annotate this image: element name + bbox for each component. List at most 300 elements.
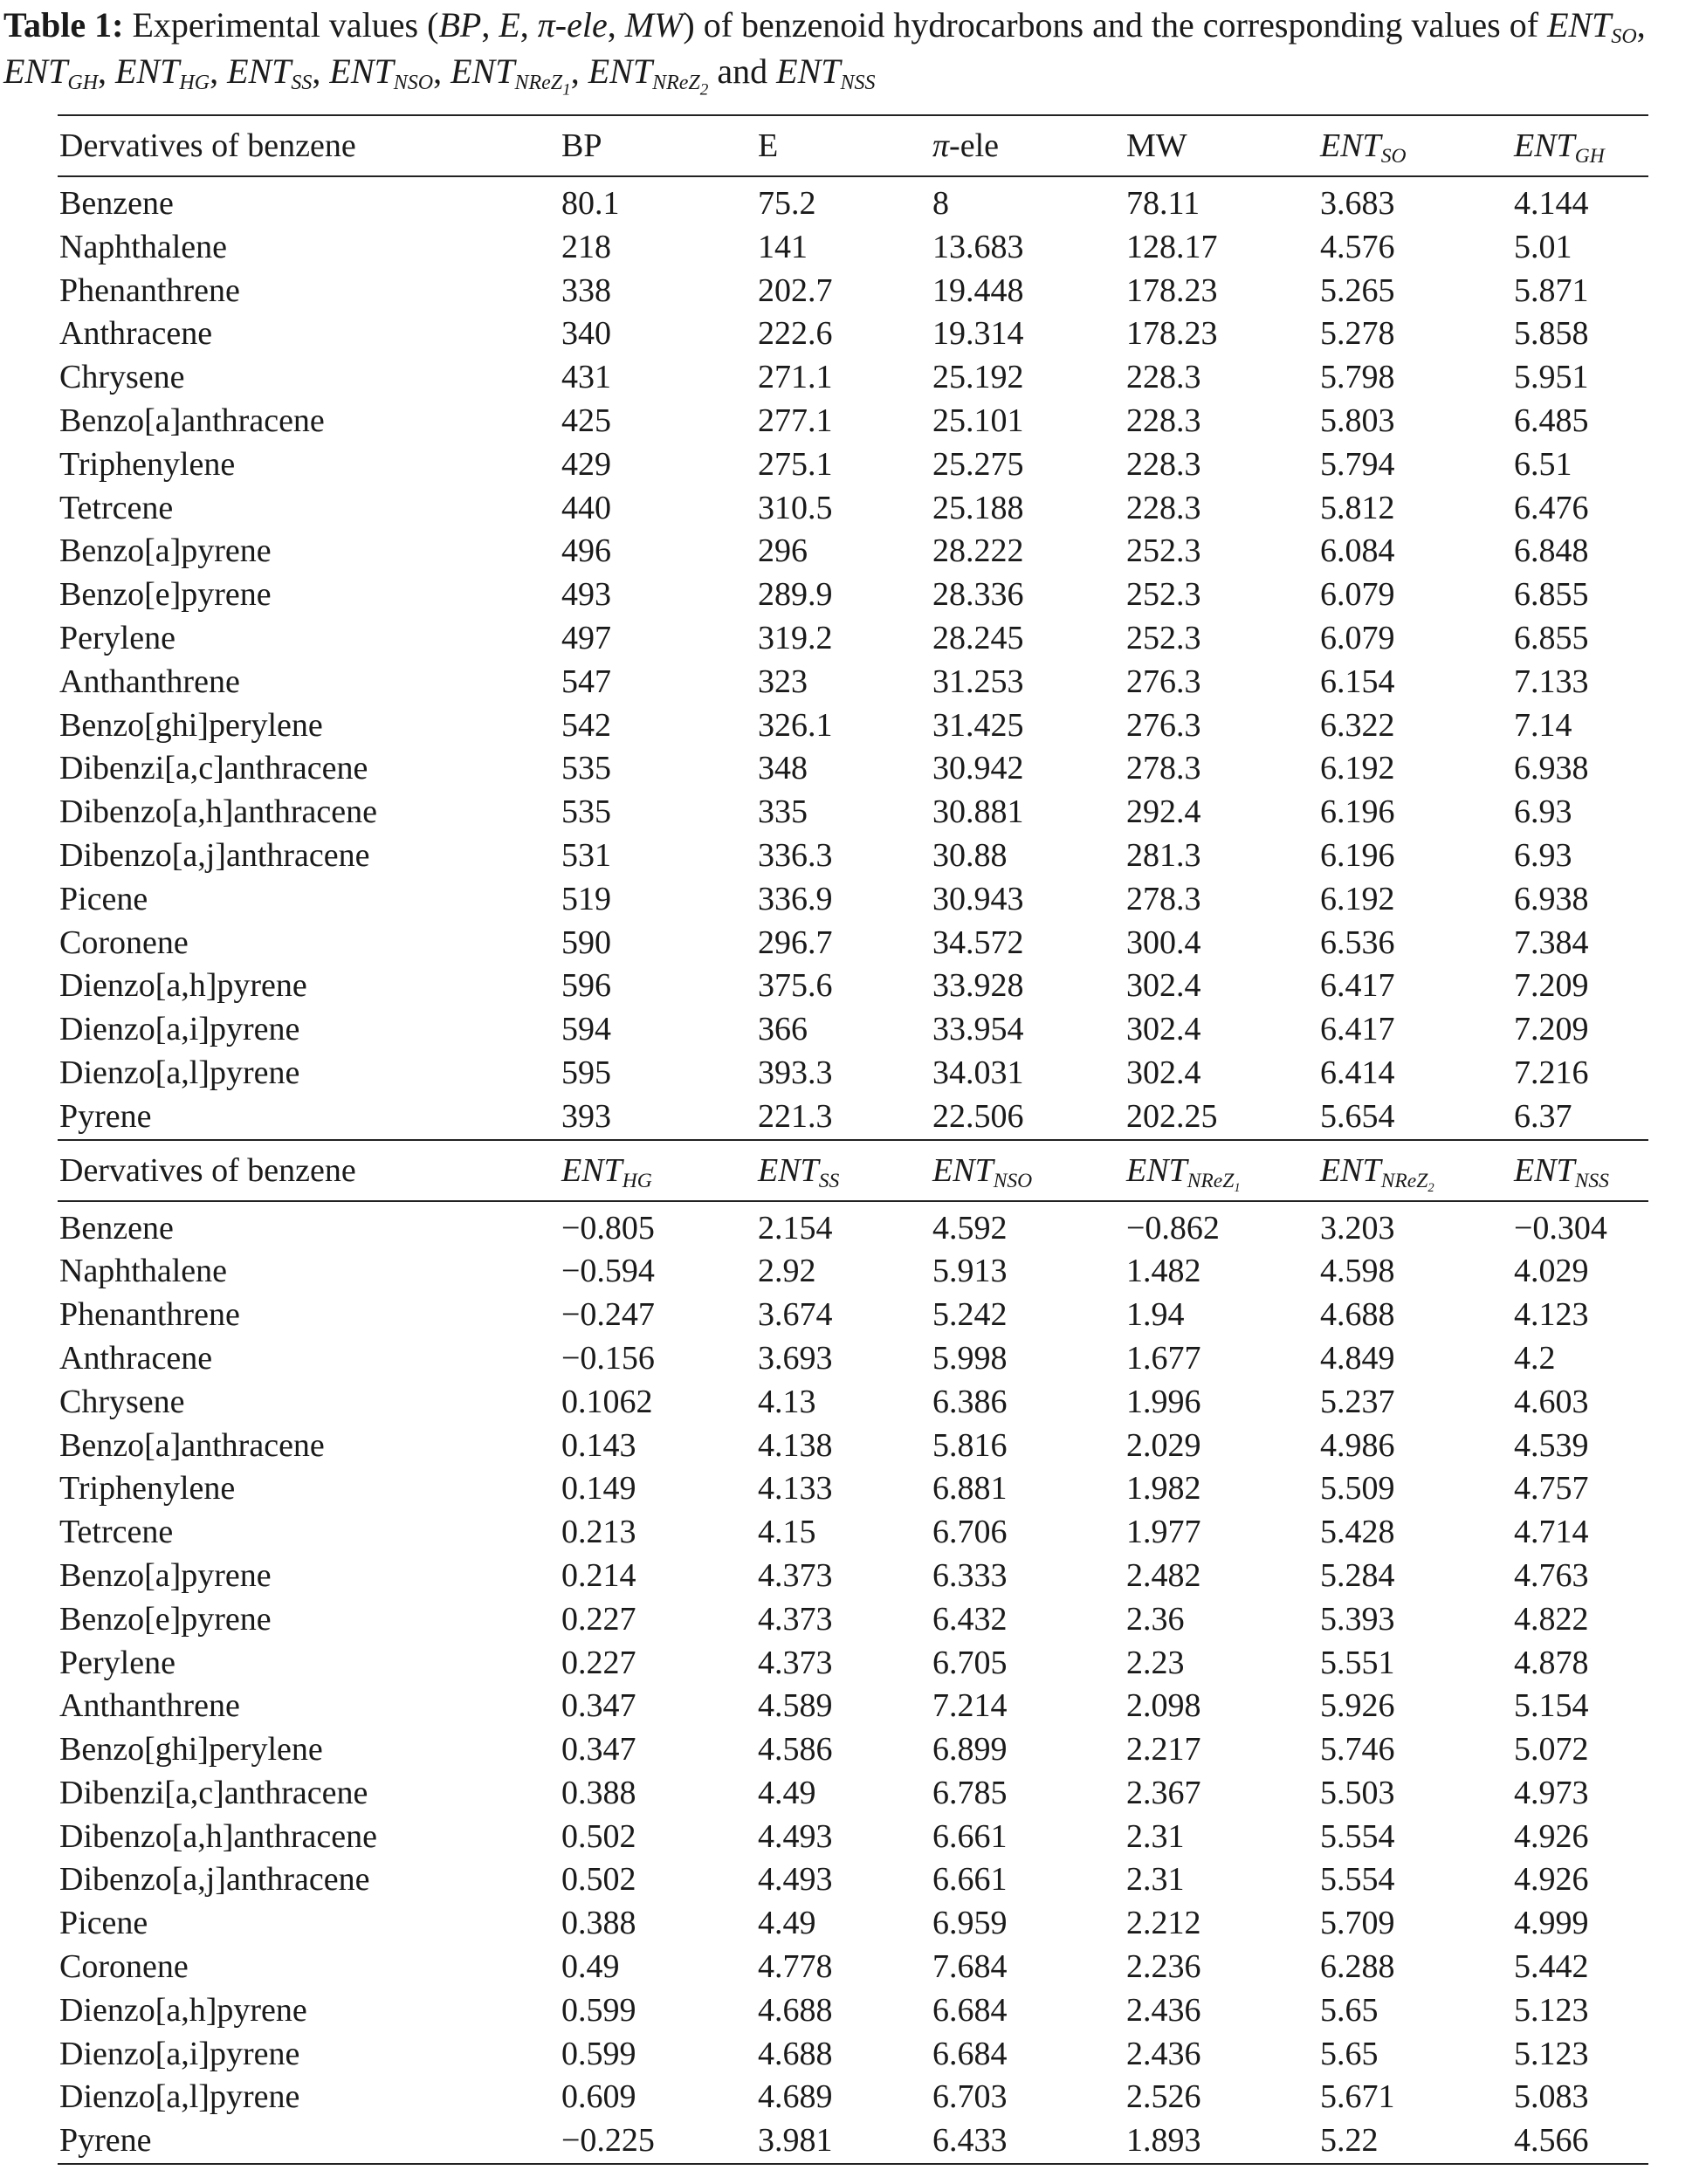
table-row xyxy=(58,1052,1648,1095)
value-cell: 0.388 xyxy=(561,1905,636,1942)
value-cell: 5.816 xyxy=(932,1426,1008,1464)
value-cell: 221.3 xyxy=(756,1095,931,1140)
value-cell: 4.566 xyxy=(1512,2119,1648,2164)
caption-ent-nso: $ENT_{NSO}$ xyxy=(329,52,434,95)
value-cell: 429 xyxy=(561,445,611,483)
value-cell: 34.572 xyxy=(932,924,1024,961)
compound-name-cell: Tetrcene xyxy=(59,1514,174,1551)
value-cell: 6.536 xyxy=(1320,924,1395,961)
table-row xyxy=(58,617,1648,661)
data-table-container xyxy=(58,114,1648,2165)
value-cell: 252.3 xyxy=(1126,619,1201,656)
value-cell: 5.65 xyxy=(1320,1991,1379,2029)
value-cell: 7.214 xyxy=(932,1687,1008,1725)
value-cell: 4.123 xyxy=(1514,1296,1589,1334)
value-cell: 5.393 xyxy=(1320,1600,1395,1638)
compound-name-cell: Perylene xyxy=(59,619,175,656)
value-cell: 4.589 xyxy=(758,1687,833,1725)
value-cell: 3.203 xyxy=(1320,1209,1395,1247)
value-cell: −0.805 xyxy=(561,1209,655,1247)
value-cell: 348 xyxy=(758,750,808,787)
table-row xyxy=(58,1946,1648,1989)
value-cell: 2.436 xyxy=(1126,1991,1201,2029)
compound-name-cell: Benzo[ghi]perylene xyxy=(59,1731,323,1768)
value-cell: 5.442 xyxy=(1514,1948,1589,1986)
table-row xyxy=(58,878,1648,922)
value-cell: 6.333 xyxy=(932,1556,1008,1594)
value-cell: 6.084 xyxy=(1320,532,1395,570)
value-cell: 5.554 xyxy=(1320,1817,1395,1855)
value-cell: 5.083 xyxy=(1514,2078,1589,2116)
value-cell: 6.848 xyxy=(1514,532,1589,570)
caption-sep: , xyxy=(481,5,499,45)
value-cell: 1.893 xyxy=(1125,2119,1318,2164)
value-cell: 542 xyxy=(561,706,611,744)
value-cell: 7.209 xyxy=(1514,1011,1589,1048)
compound-name-cell: Picene xyxy=(59,880,148,917)
value-cell: 28.222 xyxy=(932,532,1024,570)
value-cell: 4.373 xyxy=(758,1556,833,1594)
caption-ent-nrez1: $ENT_{NReZ_1}$ xyxy=(451,52,571,100)
value-cell: 252.3 xyxy=(1126,576,1201,614)
value-cell: 4.688 xyxy=(758,1991,833,2029)
compound-name-cell: Tetrcene xyxy=(59,489,174,526)
value-cell: 4.986 xyxy=(1320,1426,1395,1464)
value-cell: 6.855 xyxy=(1514,576,1589,614)
value-cell: 78.11 xyxy=(1126,185,1200,222)
caption-sep: , xyxy=(607,5,625,45)
value-cell: 271.1 xyxy=(758,359,833,396)
table-row xyxy=(58,834,1648,878)
value-cell: 4.373 xyxy=(758,1600,833,1638)
value-cell: 6.93 xyxy=(1514,836,1572,874)
value-cell: 6.684 xyxy=(932,2035,1008,2072)
compound-name-cell: Naphthalene xyxy=(59,228,228,265)
data-table xyxy=(58,114,1648,2165)
value-cell: 30.881 xyxy=(932,793,1024,831)
value-cell: 440 xyxy=(561,489,611,526)
value-cell: −0.247 xyxy=(561,1296,655,1334)
value-cell: 2.482 xyxy=(1126,1556,1201,1594)
value-cell: 5.709 xyxy=(1320,1905,1395,1942)
value-cell: 496 xyxy=(561,532,611,570)
value-cell: 5.794 xyxy=(1320,445,1395,483)
value-cell: 0.213 xyxy=(561,1514,636,1551)
value-cell: 4.539 xyxy=(1514,1426,1589,1464)
value-cell: 6.322 xyxy=(1320,706,1395,744)
caption-sep: , xyxy=(519,5,538,45)
value-cell: 5.871 xyxy=(1514,271,1589,309)
value-cell: 547 xyxy=(561,663,611,700)
value-cell: 0.609 xyxy=(561,2078,636,2116)
value-cell: 202.7 xyxy=(758,271,833,309)
caption-text: Experimental values ( xyxy=(123,5,439,45)
value-cell: 275.1 xyxy=(758,445,833,483)
compound-name-cell: Benzo[a]anthracene xyxy=(59,1426,325,1464)
value-cell: 0.149 xyxy=(561,1470,636,1508)
compound-name-cell: Benzo[ghi]perylene xyxy=(59,706,323,744)
value-cell: 4.999 xyxy=(1514,1905,1589,1942)
value-cell: 4.138 xyxy=(758,1426,833,1464)
value-cell: 6.706 xyxy=(932,1514,1008,1551)
table-row xyxy=(58,226,1648,270)
value-cell: 6.417 xyxy=(1320,1011,1395,1048)
value-cell: 0.49 xyxy=(561,1948,620,1986)
value-cell: 6.433 xyxy=(931,2119,1125,2164)
compound-name-cell: Phenanthrene xyxy=(59,271,240,309)
value-cell: 7.216 xyxy=(1514,1054,1589,1091)
value-cell: 4.2 xyxy=(1514,1339,1556,1377)
value-cell: 375.6 xyxy=(758,967,833,1005)
value-cell: 595 xyxy=(561,1054,611,1091)
value-cell: 6.432 xyxy=(932,1600,1008,1638)
caption-ent-gh: $ENT_{GH}$ xyxy=(3,52,99,95)
col-header-name: Dervatives of benzene xyxy=(58,115,560,176)
value-cell: 2.212 xyxy=(1126,1905,1201,1942)
compound-name-cell: Phenanthrene xyxy=(59,1296,240,1334)
compound-name-cell: Pyrene xyxy=(58,1095,560,1140)
compound-name-cell: Benzo[a]anthracene xyxy=(59,402,325,439)
value-cell: 5.123 xyxy=(1514,2035,1589,2072)
value-cell: 4.757 xyxy=(1514,1470,1589,1508)
value-cell: 340 xyxy=(561,315,611,353)
table2-body xyxy=(58,1140,1648,2165)
value-cell: 5.284 xyxy=(1320,1556,1395,1594)
value-cell: 4.133 xyxy=(758,1470,833,1508)
table-caption xyxy=(3,2,1703,100)
table-row xyxy=(58,661,1648,704)
table-row xyxy=(58,1095,1648,1140)
caption-text: ) of benzenoid hydrocarbons and the corresponding values of xyxy=(683,5,1548,45)
value-cell: 5.998 xyxy=(932,1339,1008,1377)
value-cell: 202.25 xyxy=(1125,1095,1318,1140)
value-cell: 4.576 xyxy=(1320,228,1395,265)
col-header-ent-ss: $ENT_{SS}$ xyxy=(756,1140,931,1201)
caption-ent-nrez2: $ENT_{NReZ_2}$ xyxy=(588,52,709,100)
value-cell: 319.2 xyxy=(758,619,833,656)
value-cell: 2.23 xyxy=(1126,1644,1185,1681)
value-cell: 4.688 xyxy=(1320,1296,1395,1334)
table-row xyxy=(58,1381,1648,1425)
col-header-name: Dervatives of benzene xyxy=(58,1140,560,1201)
value-cell: 594 xyxy=(561,1011,611,1048)
value-cell: 4.926 xyxy=(1514,1861,1589,1899)
value-cell: 4.714 xyxy=(1514,1514,1589,1551)
value-cell: 5.551 xyxy=(1320,1644,1395,1681)
value-cell: 2.367 xyxy=(1126,1774,1201,1811)
col-header-ent-nrez1: $ENT_{NReZ_1}$ xyxy=(1125,1140,1318,1201)
value-cell: 4.029 xyxy=(1514,1253,1589,1290)
table-row xyxy=(58,1425,1648,1468)
table-row xyxy=(58,356,1648,400)
value-cell: 22.506 xyxy=(931,1095,1125,1140)
value-cell: 493 xyxy=(561,576,611,614)
value-cell: 4.493 xyxy=(758,1817,833,1855)
value-cell: 302.4 xyxy=(1126,967,1201,1005)
value-cell: 366 xyxy=(758,1011,808,1048)
table-row xyxy=(58,1728,1648,1772)
value-cell: 6.93 xyxy=(1514,793,1572,831)
value-cell: 6.51 xyxy=(1514,445,1572,483)
compound-name-cell: Anthanthrene xyxy=(59,663,240,700)
value-cell: 6.785 xyxy=(932,1774,1008,1811)
table1-header-row xyxy=(58,115,1648,176)
value-cell: 28.245 xyxy=(932,619,1024,656)
value-cell: 1.482 xyxy=(1126,1253,1201,1290)
value-cell: 7.209 xyxy=(1514,967,1589,1005)
value-cell: 6.196 xyxy=(1320,793,1395,831)
compound-name-cell: Picene xyxy=(59,1905,148,1942)
col-header-ent-nrez2: $ENT_{NReZ_2}$ xyxy=(1318,1140,1512,1201)
value-cell: 25.192 xyxy=(932,359,1024,396)
value-cell: 4.763 xyxy=(1514,1556,1589,1594)
value-cell: 425 xyxy=(561,402,611,439)
compound-name-cell: Benzene xyxy=(59,1209,174,1247)
value-cell: 1.996 xyxy=(1126,1383,1201,1420)
value-cell: 5.072 xyxy=(1514,1731,1589,1768)
value-cell: 4.586 xyxy=(758,1731,833,1768)
caption-var-e: E xyxy=(499,5,520,45)
table-row xyxy=(58,1337,1648,1381)
value-cell: 393 xyxy=(560,1095,756,1140)
value-cell: 335 xyxy=(758,793,808,831)
table-row xyxy=(58,747,1648,791)
compound-name-cell: Dibenzo[a,h]anthracene xyxy=(59,793,377,831)
value-cell: 7.384 xyxy=(1514,924,1589,961)
table-row xyxy=(58,530,1648,573)
value-cell: 5.503 xyxy=(1320,1774,1395,1811)
compound-name-cell: Dienzo[a,h]pyrene xyxy=(59,1991,307,2029)
compound-name-cell: Benzo[e]pyrene xyxy=(59,576,272,614)
value-cell: 2.31 xyxy=(1126,1817,1185,1855)
caption-sep: , xyxy=(433,52,451,91)
value-cell: 31.425 xyxy=(932,706,1024,744)
value-cell: 2.92 xyxy=(758,1253,816,1290)
col-header-ent-gh: $ENT_{GH}$ xyxy=(1512,115,1648,176)
table-row xyxy=(58,1902,1648,1946)
caption-ent-nss: $ENT_{NSS}$ xyxy=(776,52,876,95)
value-cell: 277.1 xyxy=(758,402,833,439)
value-cell: 5.01 xyxy=(1514,228,1572,265)
value-cell: 4.689 xyxy=(758,2078,833,2116)
caption-var-mw: MW xyxy=(624,5,684,45)
value-cell: 323 xyxy=(758,663,808,700)
table-row xyxy=(58,1294,1648,1337)
table-row xyxy=(58,2033,1648,2077)
table-row xyxy=(58,176,1648,226)
value-cell: 0.347 xyxy=(561,1687,636,1725)
compound-name-cell: Anthracene xyxy=(59,1339,213,1377)
value-cell: 4.603 xyxy=(1514,1383,1589,1420)
value-cell: 5.798 xyxy=(1320,359,1395,396)
value-cell: 2.154 xyxy=(758,1209,833,1247)
col-header-ent-hg: $ENT_{HG}$ xyxy=(560,1140,756,1201)
value-cell: 4.373 xyxy=(758,1644,833,1681)
value-cell: 300.4 xyxy=(1126,924,1201,961)
value-cell: 5.803 xyxy=(1320,402,1395,439)
value-cell: 6.959 xyxy=(932,1905,1008,1942)
value-cell: 6.417 xyxy=(1320,967,1395,1005)
value-cell: 218 xyxy=(561,228,611,265)
value-cell: 6.196 xyxy=(1320,836,1395,874)
value-cell: 2.436 xyxy=(1126,2035,1201,2072)
compound-name-cell: Dibenzi[a,c]anthracene xyxy=(59,750,368,787)
value-cell: 19.448 xyxy=(932,271,1024,309)
caption-sep: , xyxy=(312,52,330,91)
table-row xyxy=(58,791,1648,834)
value-cell: 336.3 xyxy=(758,836,833,874)
col-header-ent-nso: $ENT_{NSO}$ xyxy=(931,1140,1125,1201)
compound-name-cell: Triphenylene xyxy=(59,1470,236,1508)
table-row xyxy=(58,922,1648,965)
value-cell: 5.428 xyxy=(1320,1514,1395,1551)
value-cell: 4.778 xyxy=(758,1948,833,1986)
value-cell: 25.275 xyxy=(932,445,1024,483)
value-cell: 3.683 xyxy=(1320,185,1395,222)
compound-name-cell: Coronene xyxy=(59,1948,189,1986)
value-cell: 7.14 xyxy=(1514,706,1572,744)
caption-sep: , xyxy=(98,52,116,91)
table2-header-row xyxy=(58,1140,1648,1201)
compound-name-cell: Dibenzo[a,j]anthracene xyxy=(59,1861,370,1899)
value-cell: 5.65 xyxy=(1320,2035,1379,2072)
compound-name-cell: Triphenylene xyxy=(59,445,236,483)
compound-name-cell: Benzo[e]pyrene xyxy=(59,1600,272,1638)
value-cell: 4.592 xyxy=(932,1209,1008,1247)
value-cell: 497 xyxy=(561,619,611,656)
value-cell: 336.9 xyxy=(758,880,833,917)
value-cell: 4.493 xyxy=(758,1861,833,1899)
value-cell: 228.3 xyxy=(1126,402,1201,439)
value-cell: 535 xyxy=(561,750,611,787)
value-cell: 296 xyxy=(758,532,808,570)
value-cell: 302.4 xyxy=(1126,1054,1201,1091)
compound-name-cell: Dienzo[a,h]pyrene xyxy=(59,967,307,1005)
value-cell: 6.938 xyxy=(1514,880,1589,917)
caption-sep: , xyxy=(210,52,228,91)
value-cell: 276.3 xyxy=(1126,706,1201,744)
value-cell: 4.49 xyxy=(758,1774,816,1811)
compound-name-cell: Dibenzo[a,j]anthracene xyxy=(59,836,370,874)
value-cell: 7.133 xyxy=(1514,663,1589,700)
value-cell: 1.94 xyxy=(1126,1296,1185,1334)
value-cell: 4.878 xyxy=(1514,1644,1589,1681)
table-row xyxy=(58,1685,1648,1728)
compound-name-cell: Dienzo[a,i]pyrene xyxy=(59,1011,300,1048)
table-row xyxy=(58,1772,1648,1816)
value-cell: −0.156 xyxy=(561,1339,655,1377)
compound-name-cell: Dienzo[a,i]pyrene xyxy=(59,2035,300,2072)
value-cell: 0.599 xyxy=(561,1991,636,2029)
compound-name-cell: Perylene xyxy=(59,1644,175,1681)
compound-name-cell: Coronene xyxy=(59,924,189,961)
value-cell: 2.36 xyxy=(1126,1600,1185,1638)
compound-name-cell: Anthanthrene xyxy=(59,1687,240,1725)
value-cell: 6.485 xyxy=(1514,402,1589,439)
col-header-e: E xyxy=(756,115,931,176)
value-cell: 7.684 xyxy=(932,1948,1008,1986)
value-cell: 30.88 xyxy=(932,836,1008,874)
value-cell: 4.144 xyxy=(1514,185,1589,222)
table-row xyxy=(58,1250,1648,1294)
table-row xyxy=(58,1598,1648,1642)
value-cell: 6.476 xyxy=(1514,489,1589,526)
value-cell: 596 xyxy=(561,967,611,1005)
value-cell: 0.1062 xyxy=(561,1383,653,1420)
table-row xyxy=(58,1008,1648,1052)
value-cell: 2.217 xyxy=(1126,1731,1201,1768)
value-cell: 0.502 xyxy=(561,1817,636,1855)
value-cell: 0.502 xyxy=(561,1861,636,1899)
value-cell: 228.3 xyxy=(1126,445,1201,483)
value-cell: −0.862 xyxy=(1126,1209,1220,1247)
value-cell: 431 xyxy=(561,359,611,396)
value-cell: 6.079 xyxy=(1320,576,1395,614)
value-cell: 4.926 xyxy=(1514,1817,1589,1855)
table-row xyxy=(58,270,1648,313)
value-cell: 2.029 xyxy=(1126,1426,1201,1464)
value-cell: 5.654 xyxy=(1318,1095,1512,1140)
value-cell: 0.214 xyxy=(561,1556,636,1594)
table-row xyxy=(58,704,1648,748)
col-header-ent-so: $ENT_{SO}$ xyxy=(1318,115,1512,176)
table-row xyxy=(58,1555,1648,1598)
value-cell: 5.123 xyxy=(1514,1991,1589,2029)
value-cell: 30.942 xyxy=(932,750,1024,787)
value-cell: 289.9 xyxy=(758,576,833,614)
value-cell: 338 xyxy=(561,271,611,309)
value-cell: 278.3 xyxy=(1126,880,1201,917)
table-row xyxy=(58,487,1648,531)
table1-body xyxy=(58,115,1648,1140)
value-cell: 590 xyxy=(561,924,611,961)
value-cell: 535 xyxy=(561,793,611,831)
compound-name-cell: Pyrene xyxy=(58,2119,560,2164)
value-cell: 0.227 xyxy=(561,1644,636,1681)
value-cell: 5.509 xyxy=(1320,1470,1395,1508)
table-row xyxy=(58,1201,1648,1251)
value-cell: 222.6 xyxy=(758,315,833,353)
value-cell: 4.598 xyxy=(1320,1253,1395,1290)
caption-var-bp: BP xyxy=(438,5,482,45)
value-cell: 292.4 xyxy=(1126,793,1201,831)
value-cell: 0.347 xyxy=(561,1731,636,1768)
value-cell: 19.314 xyxy=(932,315,1024,353)
value-cell: 28.336 xyxy=(932,576,1024,614)
value-cell: 6.154 xyxy=(1320,663,1395,700)
compound-name-cell: Dibenzi[a,c]anthracene xyxy=(59,1774,368,1811)
compound-name-cell: Benzo[a]pyrene xyxy=(59,1556,272,1594)
value-cell: 4.849 xyxy=(1320,1339,1395,1377)
value-cell: 5.671 xyxy=(1320,2078,1395,2116)
value-cell: 2.526 xyxy=(1126,2078,1201,2116)
table-row xyxy=(58,1816,1648,1859)
value-cell: 531 xyxy=(561,836,611,874)
caption-var-pi: π-ele xyxy=(537,5,608,45)
value-cell: 5.746 xyxy=(1320,1731,1395,1768)
compound-name-cell: Dienzo[a,l]pyrene xyxy=(59,1054,300,1091)
value-cell: 13.683 xyxy=(932,228,1024,265)
value-cell: 30.943 xyxy=(932,880,1024,917)
value-cell: 1.982 xyxy=(1126,1470,1201,1508)
value-cell: 5.242 xyxy=(932,1296,1008,1334)
table-row xyxy=(58,2119,1648,2164)
table-row xyxy=(58,443,1648,487)
value-cell: 281.3 xyxy=(1126,836,1201,874)
caption-label: Table 1: xyxy=(3,5,124,45)
compound-name-cell: Benzo[a]pyrene xyxy=(59,532,272,570)
value-cell: 1.677 xyxy=(1126,1339,1201,1377)
